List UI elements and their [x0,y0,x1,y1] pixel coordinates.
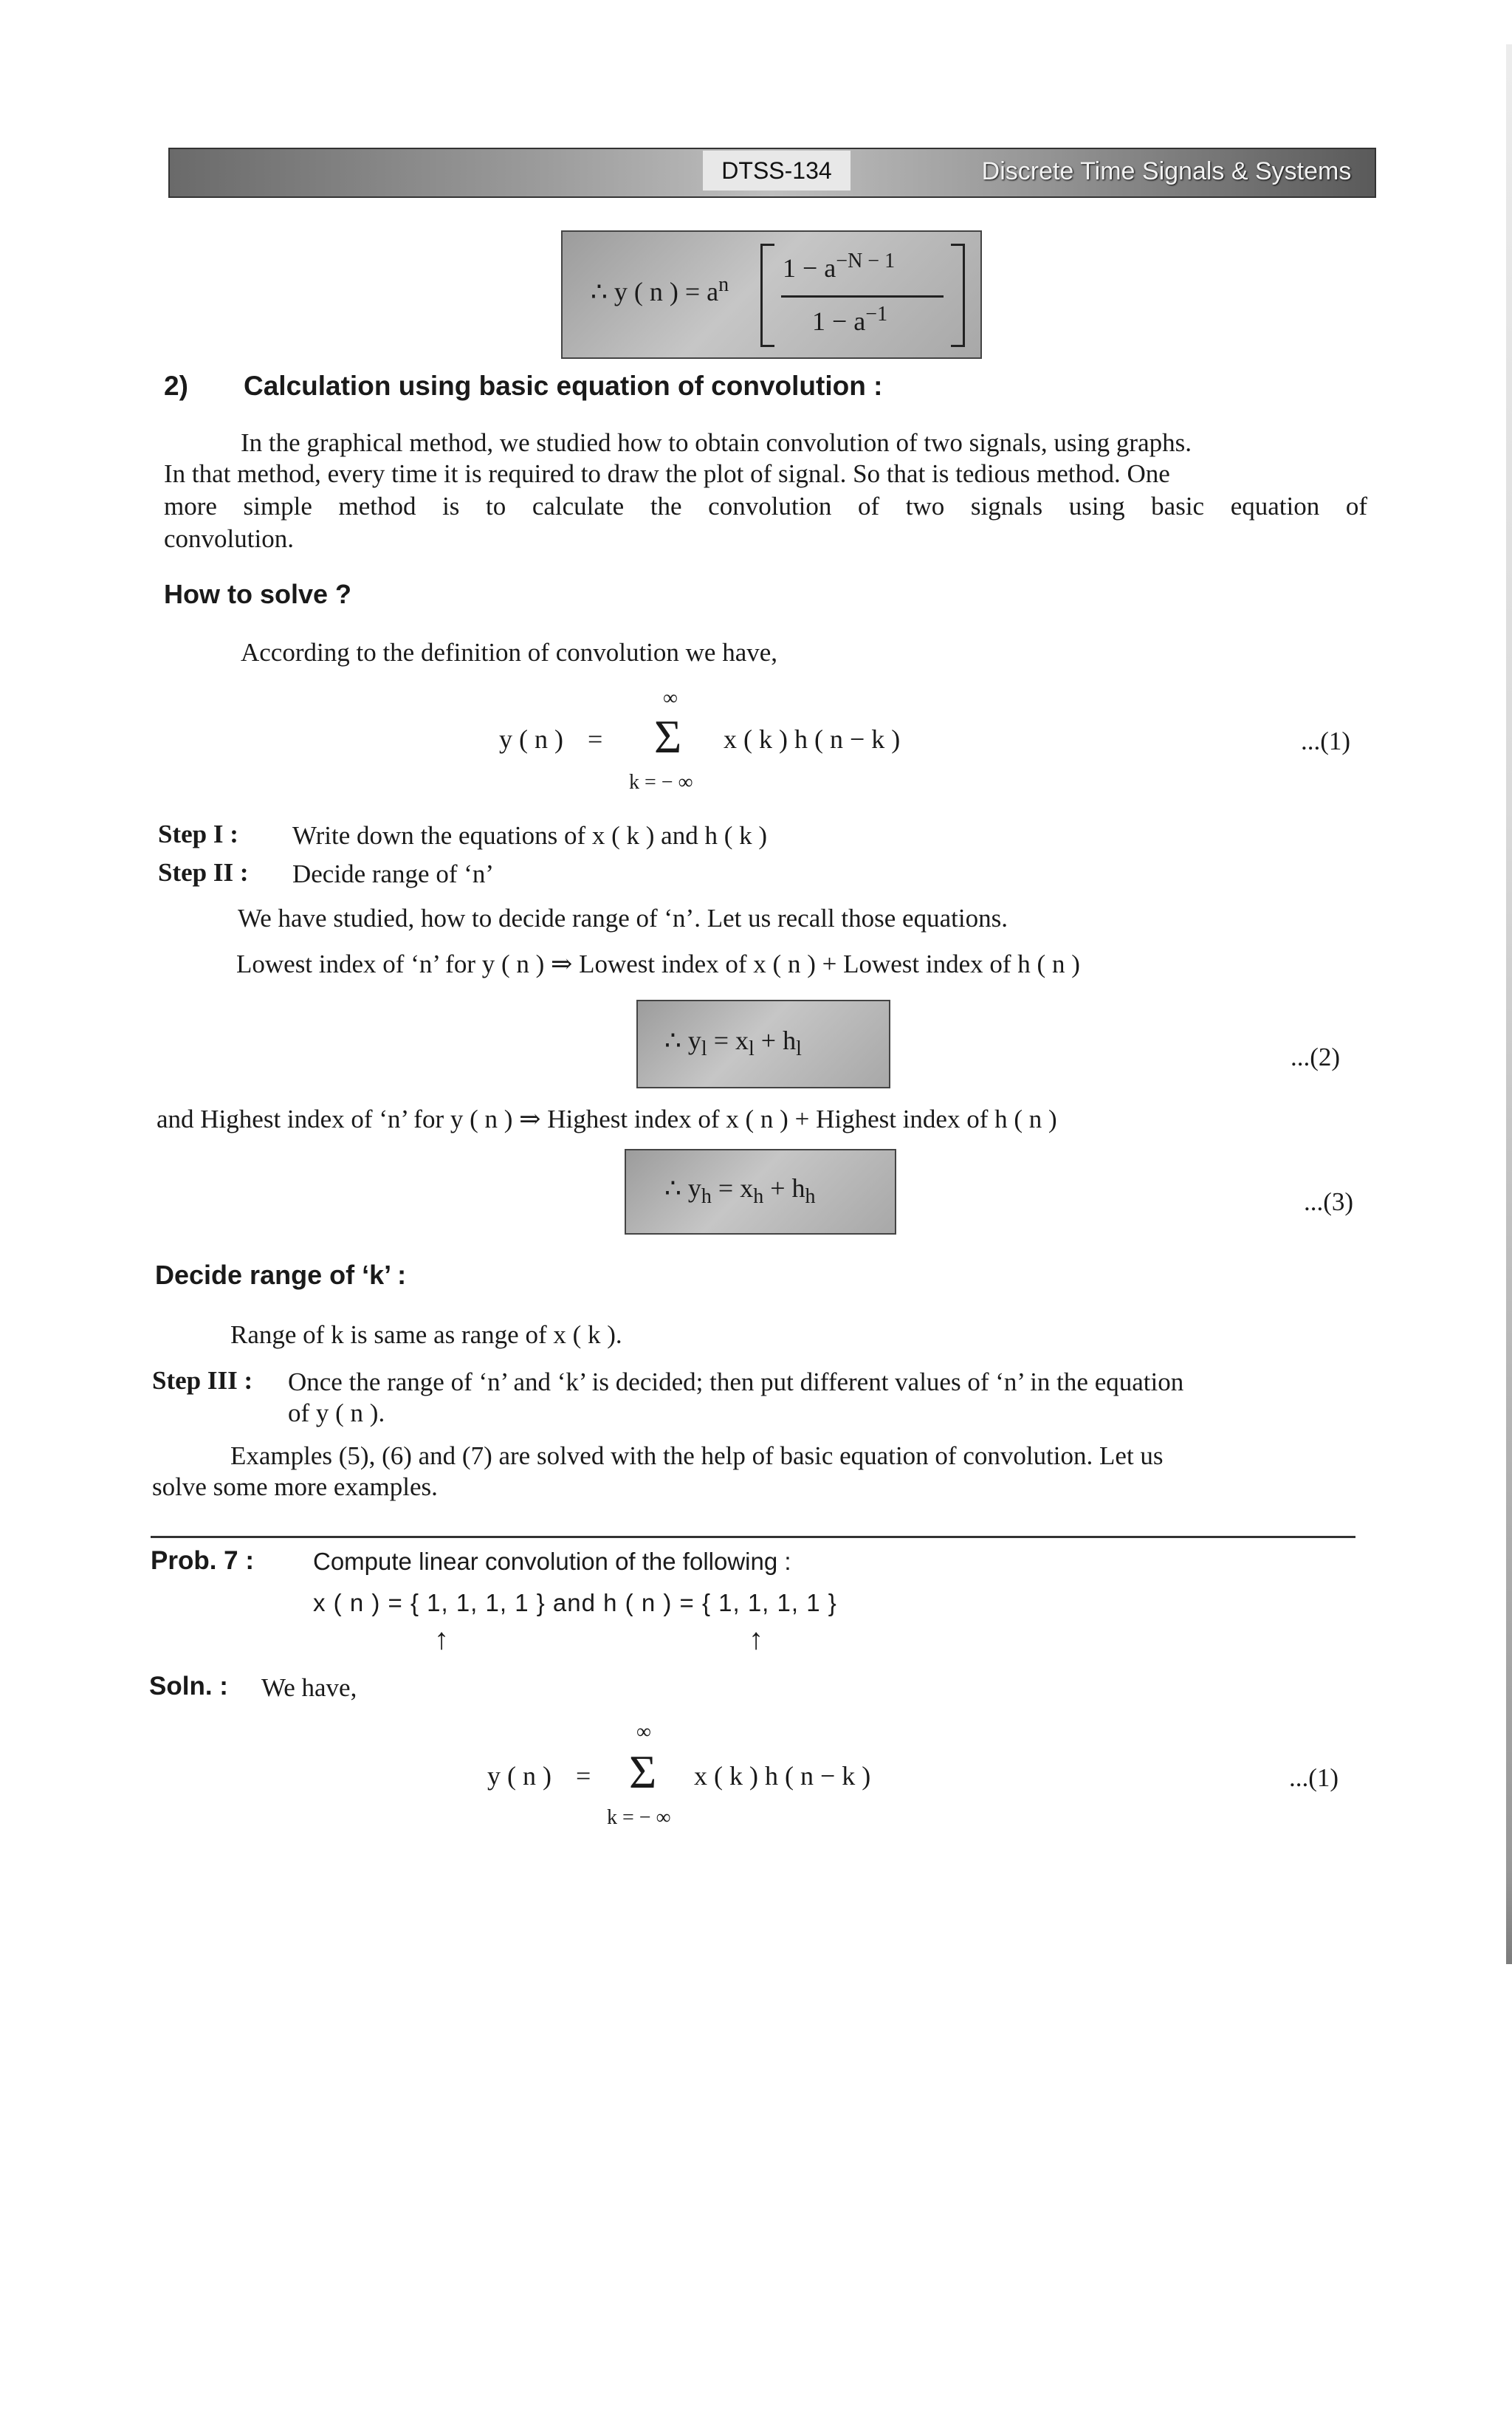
prob-eq1-rhs: x ( k ) h ( n − k ) [694,1761,871,1791]
section-para-line4: convolution. [164,524,294,553]
eq1-sum-upper: ∞ [663,687,678,710]
decide-k-text: Range of k is same as range of x ( k ). [230,1320,622,1349]
eq2-number: ...(2) [1291,1043,1341,1071]
highest-index-rule: and Highest index of ‘n’ for y ( n ) ⇒ Highest index of x ( n ) + Highest index of h ( n ) [157,1105,1057,1133]
eq1-rhs: x ( k ) h ( n − k ) [724,724,901,754]
bracket-right [951,244,965,347]
fraction-bar [781,295,944,298]
step3-label: Step III : [152,1366,253,1395]
examples-line2: solve some more examples. [152,1472,438,1501]
step3-line2: of y ( n ). [288,1399,385,1427]
eq1-number: ...(1) [1301,727,1351,755]
scan-edge-shadow [1506,44,1512,1964]
lowest-index-rule: Lowest index of ‘n’ for y ( n ) ⇒ Lowest index of x ( n ) + Lowest index of h ( n ) [236,950,1080,978]
solution-text: We have, [261,1673,357,1702]
section-para-line1: In the graphical method, we studied how to obtain convolution of two signals, using graphs. [241,428,1192,457]
eq2-formula: ∴ $y_l = x_l + h_l$ [664,1026,802,1061]
how-to-solve-heading: How to solve ? [164,579,352,609]
eq1-sum-lower: k = − ∞ [629,771,693,794]
origin-arrow-x: ↑ [434,1622,449,1655]
eq1-sigma: Σ [654,710,682,763]
eq1-equals: = [588,724,603,754]
problem-separator [151,1536,1355,1538]
definition-intro: According to the definition of convolution we have, [241,638,778,667]
section-number: 2) [164,371,188,401]
eq1-lhs: y ( n ) [499,724,563,754]
step2-text: Decide range of ‘n’ [292,859,495,888]
step1-text: Write down the equations of x ( k ) and h ( k ) [292,821,768,850]
prob-eq1-sum-lower: k = − ∞ [607,1806,671,1829]
step3-line1: Once the range of ‘n’ and ‘k’ is decided; then put different values of ‘n’ in the equation [288,1368,1184,1396]
problem-sequences: x ( n ) = { 1, 1, 1, 1 } and h ( n ) = { 1, 1, 1, 1 } [313,1589,837,1616]
prob-eq1-number: ...(1) [1289,1763,1339,1792]
header-subject: Discrete Time Signals & Systems [981,157,1352,185]
section-title: Calculation using basic equation of convolution : [244,371,883,401]
formula-top-numerator: $1 - a^{-N - 1}$ [783,250,896,283]
decide-k-heading: Decide range of ‘k’ : [155,1260,407,1290]
step1-label: Step I : [158,820,238,848]
eq3-formula: ∴ $y_h = x_h + h_h$ [664,1173,816,1209]
header-code: DTSS-134 [703,151,850,191]
prob-eq1-sigma: Σ [629,1746,657,1798]
formula-top-lhs: ∴ y ( n ) = $a^n$ [591,273,729,306]
section-para-line2: In that method, every time it is required to draw the plot of signal. So that is tedious method. One [164,459,1170,488]
examples-line1: Examples (5), (6) and (7) are solved with the help of basic equation of convolution. Let us [230,1441,1164,1470]
prob-eq1-sum-upper: ∞ [636,1720,651,1743]
step2-label: Step II : [158,858,249,887]
origin-arrow-h: ↑ [749,1622,763,1655]
solution-label: Soln. : [149,1672,228,1701]
section-para-line3: more simple method is to calculate the convolution of two signals using basic equation of [164,492,1367,521]
recall-text: We have studied, how to decide range of ‘n’. Let us recall those equations. [238,904,1008,933]
problem-statement: Compute linear convolution of the following : [313,1548,791,1575]
bracket-left [760,244,774,347]
prob-eq1-lhs: y ( n ) [487,1761,551,1791]
prob-eq1-equals: = [576,1761,591,1791]
problem-label: Prob. 7 : [151,1546,255,1575]
formula-top-denominator: $1 - a^{-1}$ [812,303,888,336]
eq3-number: ...(3) [1304,1187,1354,1216]
